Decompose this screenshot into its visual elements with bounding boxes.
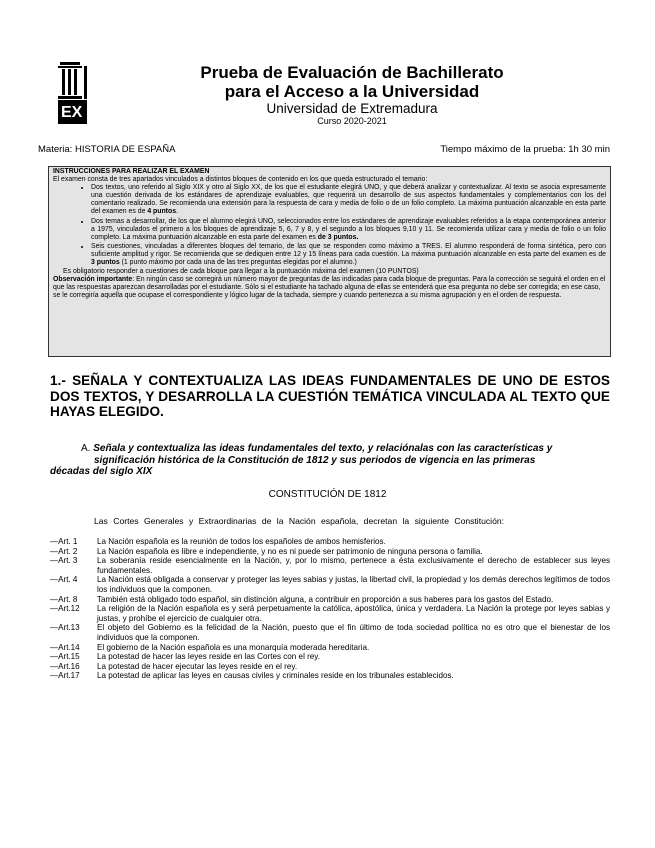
article-number: —Art. 1 xyxy=(50,537,78,546)
article-row xyxy=(50,604,610,623)
sub-question-line1: Señala y contextualiza las ideas fundamentales del texto, y relaciónalas con las características y xyxy=(93,443,553,454)
article-text: El gobierno de la Nación española es una monarquía moderada hereditaria. xyxy=(97,642,370,652)
observation: Observación importante: En ningún caso se corregirá un número mayor de preguntas de las indicadas para cada bloque de preguntas. Para la corrección se seguirá el orden en el que las respuestas aparezcan desarrolladas por el estudiante. Sólo si el estudiante ha tachado alguna de ellas se entenderá que esa pregunta no debe ser corregida; en ese caso, se le corregiría aquella que ocupase el correspondiente y lógico lugar de la tachada, siempre y cuando pertenezca a su misma agrupación y en el orden de respuesta. xyxy=(53,276,606,300)
article-row xyxy=(50,652,610,662)
article-text: También está obligado todo español, sin distinción alguna, a contribuir en proporción a sus haberes para los gastos del Estado. xyxy=(97,594,554,604)
article-text: La potestad de hacer las leyes reside en las Cortes con el rey. xyxy=(97,652,321,662)
instructions-box xyxy=(48,166,611,357)
article-text: La Nación está obligada a conservar y proteger las leyes sabias y justas, la libertad civil, la propiedad y los demás derechos legítimos de todos los individuos que la componen. xyxy=(97,575,610,594)
article-row xyxy=(50,537,610,547)
article-row xyxy=(50,547,610,557)
instructions-list xyxy=(53,184,606,267)
instructions-heading: INSTRUCCIONES PARA REALIZAR EL EXAMEN xyxy=(53,168,210,175)
article-number: —Art.12 xyxy=(50,604,80,614)
article-text: La Nación española es la reunión de todos los españoles de ambos hemisferios. xyxy=(97,537,386,546)
article-row xyxy=(50,595,610,605)
subject-label: Materia: HISTORIA DE ESPAÑA xyxy=(38,144,176,155)
article-number: —Art. 8 xyxy=(50,594,78,604)
article-text: La potestad de hacer ejecutar las leyes reside en el rey. xyxy=(97,661,298,671)
sub-question-line3: décadas del siglo XIX xyxy=(50,466,153,477)
course-year: Curso 2020-2021 xyxy=(317,116,387,126)
article-number: —Art.17 xyxy=(50,671,80,681)
article-text: La potestad de aplicar las leyes en causas civiles y criminales reside en los tribunales establecidos. xyxy=(97,671,454,681)
instruction-item: • Dos temas a desarrollar, de los que el alumno elegirá UNO, seleccionados entre los estándares de aprendizaje evaluables referidos a la etapa contemporánea anterior a 1975, vinculados el primero a los bloques de aprendizaje 5, 6, 7 y 8, y el segundo a los bloques 9,10 y 11. Se recomienda utilizar cara y media de folio o un folio completo. La máxima puntuación alcanzable en esta parte del examen es de 3 puntos. xyxy=(91,218,606,242)
article-number: —Art.14 xyxy=(50,642,80,652)
article-row xyxy=(50,623,610,642)
article-row xyxy=(50,662,610,672)
logo-text: EX xyxy=(61,104,83,121)
article-text: La soberanía reside esencialmente en la Nación, y, por lo mismo, pertenece a ésta exclusivamente el derecho de establecer sus leyes fundamentales. xyxy=(97,556,610,575)
articles-list xyxy=(50,537,610,681)
question-title: 1.- SEÑALA Y CONTEXTUALIZA LAS IDEAS FUNDAMENTALES DE UNO DE ESTOS DOS TEXTOS, Y DESARROLLA LA CUESTIÓN TEMÁTICA VINCULADA AL TEXTO QUE HAYAS ELEGIDO. xyxy=(50,373,610,419)
instructions-intro: El examen consta de tres apartados vinculados a distintos bloques de contenido en los que queda estructurado el temario: xyxy=(53,176,428,184)
title-line-1: Prueba de Evaluación de Bachillerato xyxy=(200,63,504,82)
article-number: —Art. 4 xyxy=(50,575,78,585)
university-name: Universidad de Extremadura xyxy=(266,101,438,116)
sub-question-line2: significación histórica de la Constitución de 1812 y sus periodos de vigencia en las primeras xyxy=(94,454,536,466)
article-number: —Art.16 xyxy=(50,661,80,671)
sub-question-letter: A. xyxy=(81,443,91,454)
article-row xyxy=(50,671,610,681)
article-row xyxy=(50,556,610,575)
article-row xyxy=(50,575,610,594)
document-title: CONSTITUCIÓN DE 1812 xyxy=(268,489,387,500)
title-line-2: para el Acceso a la Universidad xyxy=(224,82,480,101)
article-text: La religión de la Nación española es y será perpetuamente la católica, apostólica, única y verdadera. La Nación la protege por leyes sabias y justas, y prohíbe el ejercicio de cualquier otra. xyxy=(97,604,610,623)
sub-question xyxy=(50,443,610,478)
instruction-item: • Seis cuestiones, vinculadas a diferentes bloques del temario, de las que se responden como máximo a TRES. El alumno responderá de forma sintética, pero con suficiente amplitud y rigor. Se recomienda que se dediquen entre 12 y 15 líneas para cada cuestión. La máxima puntuación alcanzable en esta parte del examen es de 3 puntos (1 punto máximo por cada una de las tres preguntas elegidas por el alumno.) xyxy=(91,243,606,267)
article-number: —Art. 3 xyxy=(50,556,78,566)
article-text: La Nación española es libre e independiente, y no es ni puede ser patrimonio de ninguna persona o familia. xyxy=(97,546,483,556)
mandatory-note: Es obligatorio responder a cuestiones de cada bloque para llegar a la puntuación máxima del examen (10 PUNTOS) xyxy=(63,268,419,276)
university-logo xyxy=(56,60,92,124)
time-label: Tiempo máximo de la prueba: 1h 30 min xyxy=(440,144,610,155)
document-preamble: Las Cortes Generales y Extraordinarias de la Nación española, decretan la siguiente Constitución: xyxy=(94,516,505,526)
article-text: El objeto del Gobierno es la felicidad de la Nación, puesto que el fin último de toda sociedad política no es otro que el bienestar de los individuos que la componen. xyxy=(97,623,610,642)
article-row xyxy=(50,643,610,653)
instruction-item: • Dos textos, uno referido al Siglo XIX y otro al Siglo XX, de los que el estudiante elegirá UNO, y que deberá analizar y contextualizar. Al texto se asocia expresamente una cuestión derivada de los estándares de aprendizaje evaluables, que requerirá un desarrollo de sus aspectos fundamentales y complementarios con los del comentario realizado. Se recomienda una extensión para la respuesta de cara y media de folio o de un folio completo. La máxima puntuación alcanzable en esta parte del examen es de 4 puntos. xyxy=(91,184,606,216)
article-number: —Art.15 xyxy=(50,652,80,662)
header xyxy=(150,63,554,127)
article-number: —Art.13 xyxy=(50,623,80,633)
meta-row xyxy=(38,144,610,155)
article-number: —Art. 2 xyxy=(50,546,78,556)
